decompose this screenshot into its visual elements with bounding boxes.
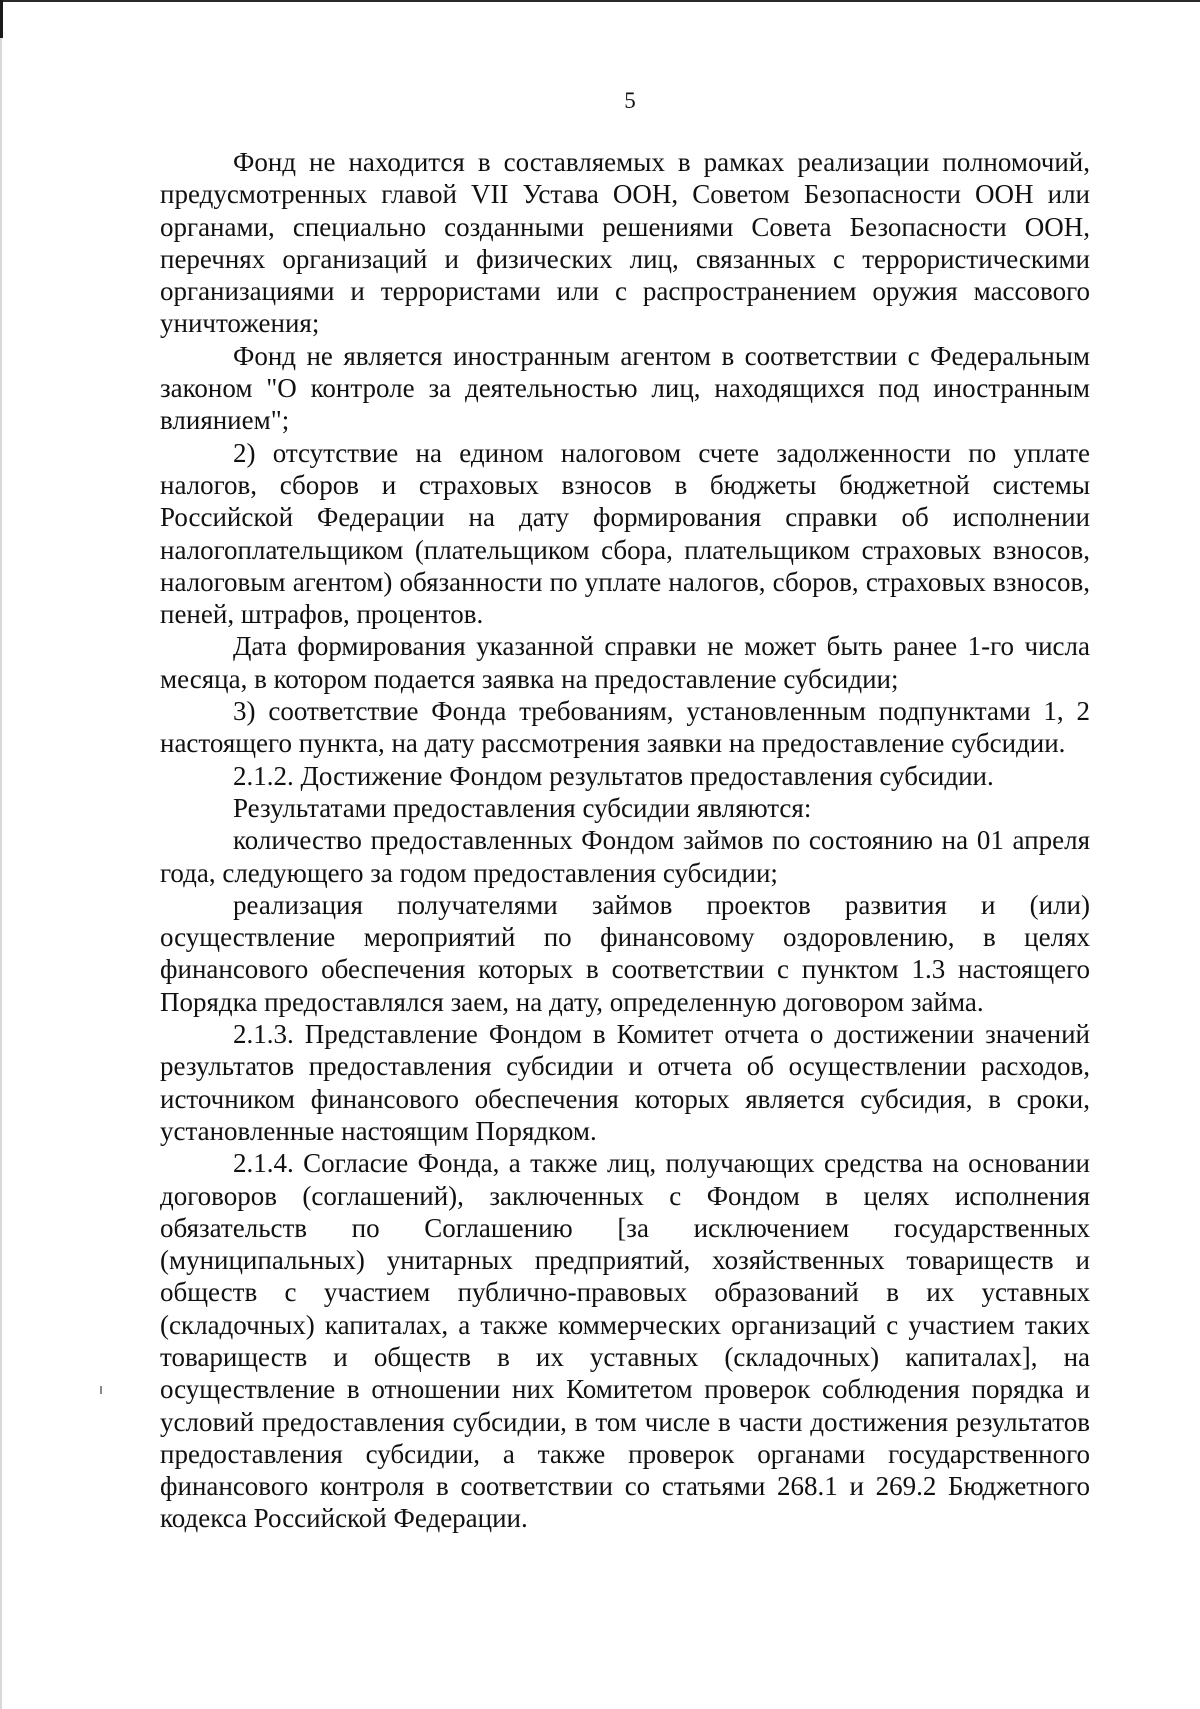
scan-left-edge [0, 0, 2, 1709]
paragraph-compliance-requirements: 3) соответствие Фонда требованиям, установленным подпунктами 1, 2 настоящего пункта, на дату рассмотрения заявки на предоставление субсидии. [160, 696, 1090, 759]
paragraph-2-1-2: 2.1.2. Достижение Фондом результатов предоставления субсидии. [233, 760, 994, 791]
paragraph-2-1-4: 2.1.4. Согласие Фонда, а также лиц, получающих средства на основании договоров (соглашений), заключенных с Фондом в целях исполнения обязательств по Соглашению [за исключением государственных (муниципальных) унитарных предприятий, хозяйственных товариществ и обществ с участием публично-правовых образований в их уставных (складочных) капиталах, а также коммерческих организаций с участием таких товариществ и обществ в их уставных (складочных) капиталах], на осуществление в отношении них Комитетом проверок соблюдения порядка и условий предоставления субсидии, в том числе в части достижения результатов предоставления субсидии, а также проверок органами государственного финансового контроля в соответствии со статьями 268.1 и 269.2 Бюджетного кодекса Российской Федерации. [160, 1148, 1090, 1534]
page-number: 5 [624, 88, 636, 113]
paragraph-fund-not-in-lists: Фонд не находится в составляемых в рамках реализации полномочий, предусмотренных главой VII Устава ООН, Советом Безопасности ООН или органами, специально созданными решениями Совета Безопасности ООН, перечнях организаций и физических лиц, связанных с террористическими организациями и террористами или с распространением оружия массового уничтожения; [160, 147, 1090, 339]
paragraph-no-tax-debt: 2) отсутствие на едином налоговом счете задолженности по уплате налогов, сборов и страховых взносов в бюджеты бюджетной системы Российской Федерации на дату формирования справки об исполнении налогоплательщиком (плательщиком сбора, плательщиком страховых взносов, налоговым агентом) обязанности по уплате налогов, сборов, страховых взносов, пеней, штрафов, процентов. [160, 437, 1090, 630]
paragraph-2-1-3: 2.1.3. Представление Фондом в Комитет отчета о достижении значений результатов предоставления субсидии и отчета об осуществлении расходов, источником финансового обеспечения которых является субсидия, в сроки, установленные настоящим Порядком. [160, 1019, 1090, 1146]
paragraph-results-intro: Результатами предоставления субсидии являются: [233, 792, 812, 823]
scan-top-edge [0, 0, 1200, 2]
document-body [160, 146, 1090, 1535]
paragraph-result-projects: реализация получателями займов проектов развития и (или) осуществление мероприятий по финансовому оздоровлению, в целях финансового обеспечения которых в соответствии с пунктом 1.3 настоящего Порядка предоставлялся заем, на дату, определенную договором займа. [160, 889, 1090, 1017]
scan-edge-mark [0, 0, 3, 38]
paragraph-fund-not-foreign-agent: Фонд не является иностранным агентом в соответствии с Федеральным законом "О контроле за деятельностью лиц, находящихся под иностранным влиянием"; [160, 340, 1090, 436]
paragraph-result-loans-count: количество предоставленных Фондом займов по состоянию на 01 апреля года, следующего за годом предоставления субсидии; [160, 825, 1090, 888]
paragraph-certificate-date: Дата формирования указанной справки не может быть ранее 1-го числа месяца, в котором подается заявка на предоставление субсидии; [160, 631, 1090, 694]
scan-speck [100, 1386, 102, 1394]
